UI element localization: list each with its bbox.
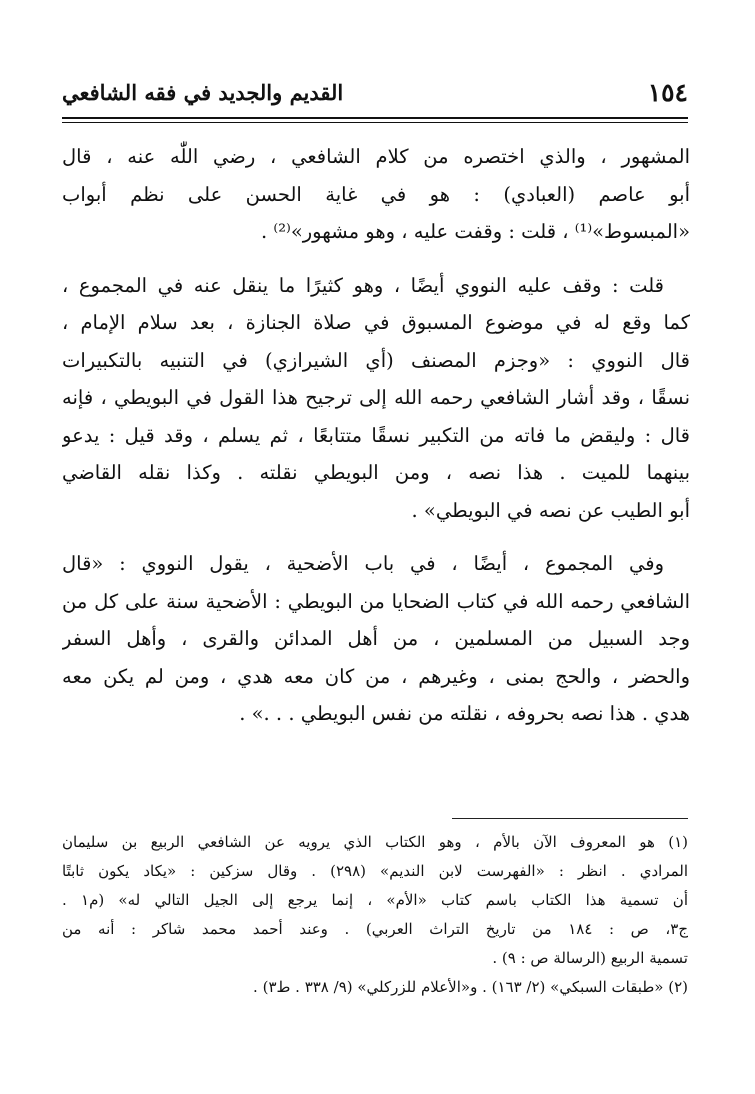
text-line: «المبسوط»⁽¹⁾ ، قلت : وقفت عليه ، وهو مشهور»⁽²⁾ .	[261, 220, 690, 243]
footnote-line: أن تسمية هذا الكتاب باسم كتاب «الأم» ، إنما يرجع إلى الجيل التالي له» (م١ .	[62, 891, 688, 909]
text-line: أبو عاصم (العبادي) : هو في غاية الحسن على نظم أبواب	[62, 182, 690, 206]
page-header	[62, 78, 688, 118]
paragraph-3	[62, 545, 690, 733]
footnotes	[62, 828, 688, 1002]
text-line: كما وقع له في موضوع المسبوق في صلاة الجنازة ، بعد سلام الإمام ،	[62, 311, 690, 334]
footnote-line: تسمية الربيع (الرسالة ص : ٩) .	[492, 949, 688, 967]
text-line: قال : وليقض ما فاته من التكبير نسقًا متتابعًا ، ثم يسلم ، وقد قيل : يدعو	[62, 423, 690, 447]
header-rule-thick	[62, 117, 688, 119]
footnote-line: ج٣، ص : ١٨٤ من تاريخ التراث العربي) . وعند أحمد محمد شاكر : أنه من	[62, 920, 688, 938]
footnote-line: (٢) «طبقات السبكي» (٢/ ١٦٣) . و«الأعلام للزركلي» (٩/ ٣٣٨ . ط٣) .	[253, 978, 688, 996]
text-line: قال النووي : «وجزم المصنف (أي الشيرازي) في التنبيه بالتكبيرات	[62, 348, 690, 372]
main-text	[62, 138, 690, 749]
text-line: هدي . هذا نصه بحروفه ، نقلته من نفس البويطي . . .» .	[239, 702, 690, 725]
footnote-separator	[452, 818, 688, 819]
footnote-line: المرادي . انظر : «الفهرست لابن النديم» (٢٩٨) . وقال سزكين : «يكاد يكون ثابتًا	[62, 862, 688, 880]
text-line: وجد السبيل من المسلمين ، من أهل المدائن والقرى ، وأهل السفر	[62, 627, 690, 650]
text-line: أبو الطيب عن نصه في البويطي» .	[411, 498, 690, 522]
text-line: والحضر ، والحج بمنى ، وغيرهم ، من كان معه هدي ، ومن لم يكن معه	[62, 664, 690, 688]
text-line: وفي المجموع ، أيضًا ، في باب الأضحية ، يقول النووي : «قال	[62, 552, 664, 575]
paragraph-1	[62, 138, 690, 251]
text-line: المشهور ، والذي اختصره من كلام الشافعي ، رضي اللّٰه عنه ، قال	[62, 145, 690, 168]
text-line: الشافعي رحمه الله في كتاب الضحايا من البويطي : الأضحية سنة على كل من	[62, 589, 690, 613]
paragraph-2	[62, 267, 690, 530]
page-number: ١٥٤	[647, 78, 688, 107]
text-line: نسقًا ، وقد أشار الشافعي رحمه الله إلى ترجيح هذا القول في البويطي ، فإنه	[62, 386, 690, 409]
text-line: بينهما للميت . هذا نصه ، ومن البويطي نقلته . وكذا نقله القاضي	[62, 461, 690, 484]
running-title: القديم والجديد في فقه الشافعي	[62, 80, 344, 105]
text-line: قلت : وقف عليه النووي أيضًا ، وهو كثيرًا ما ينقل عنه في المجموع ،	[62, 273, 664, 297]
header-rule-thin	[62, 122, 688, 123]
footnote-line: (١) هو المعروف الآن بالأم ، وهو الكتاب الذي يرويه عن الشافعي الربيع بن سليمان	[62, 833, 688, 851]
